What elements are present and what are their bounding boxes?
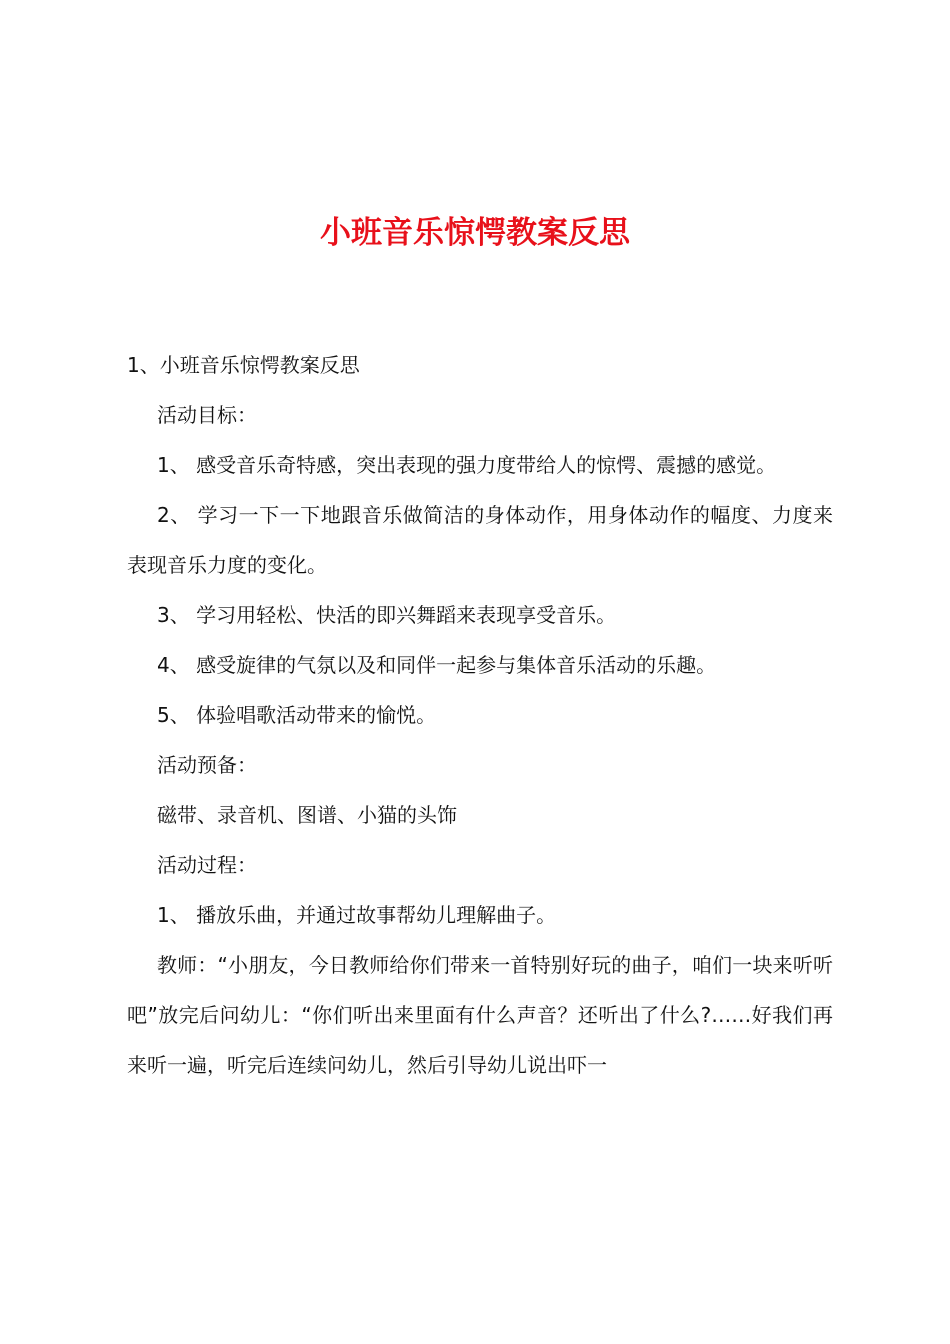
- paragraph-objective-5: 5、 体验唱歌活动带来的愉悦。: [157, 703, 437, 727]
- paragraph-objective-3: 3、 学习用轻松、快活的即兴舞蹈来表现享受音乐。: [157, 603, 617, 627]
- document-body: [127, 340, 833, 1090]
- paragraph-objective-2: 2、 学习一下一下地跟音乐做简洁的身体动作，用身体动作的幅度、力度来表现音乐力度的变化。: [127, 503, 833, 577]
- paragraph-preparation-label: 活动预备：: [157, 753, 257, 777]
- paragraph-objectives-label: 活动目标：: [157, 403, 257, 427]
- paragraph-objective-4: 4、 感受旋律的气氛以及和同伴一起参与集体音乐活动的乐趣。: [157, 653, 717, 677]
- paragraph-preparation-items: 磁带、录音机、图谱、小猫的头饰: [157, 803, 457, 827]
- paragraph-process-label: 活动过程：: [157, 853, 257, 877]
- section-heading: 1、小班音乐惊愕教案反思: [127, 353, 360, 377]
- paragraph-teacher-dialogue: 教师：“小朋友，今日教师给你们带来一首特别好玩的曲子，咱们一块来听听吧”放完后问幼儿：“你们听出来里面有什么声音？还听出了什么?……好我们再来听一遍，听完后连续问幼儿，然后引导幼儿说出吓一: [127, 953, 833, 1077]
- paragraph-objective-1: 1、 感受音乐奇特感，突出表现的强力度带给人的惊愕、震撼的感觉。: [157, 453, 777, 477]
- paragraph-process-step-1: 1、 播放乐曲，并通过故事帮幼儿理解曲子。: [157, 903, 557, 927]
- document-title: 小班音乐惊愕教案反思: [320, 215, 630, 251]
